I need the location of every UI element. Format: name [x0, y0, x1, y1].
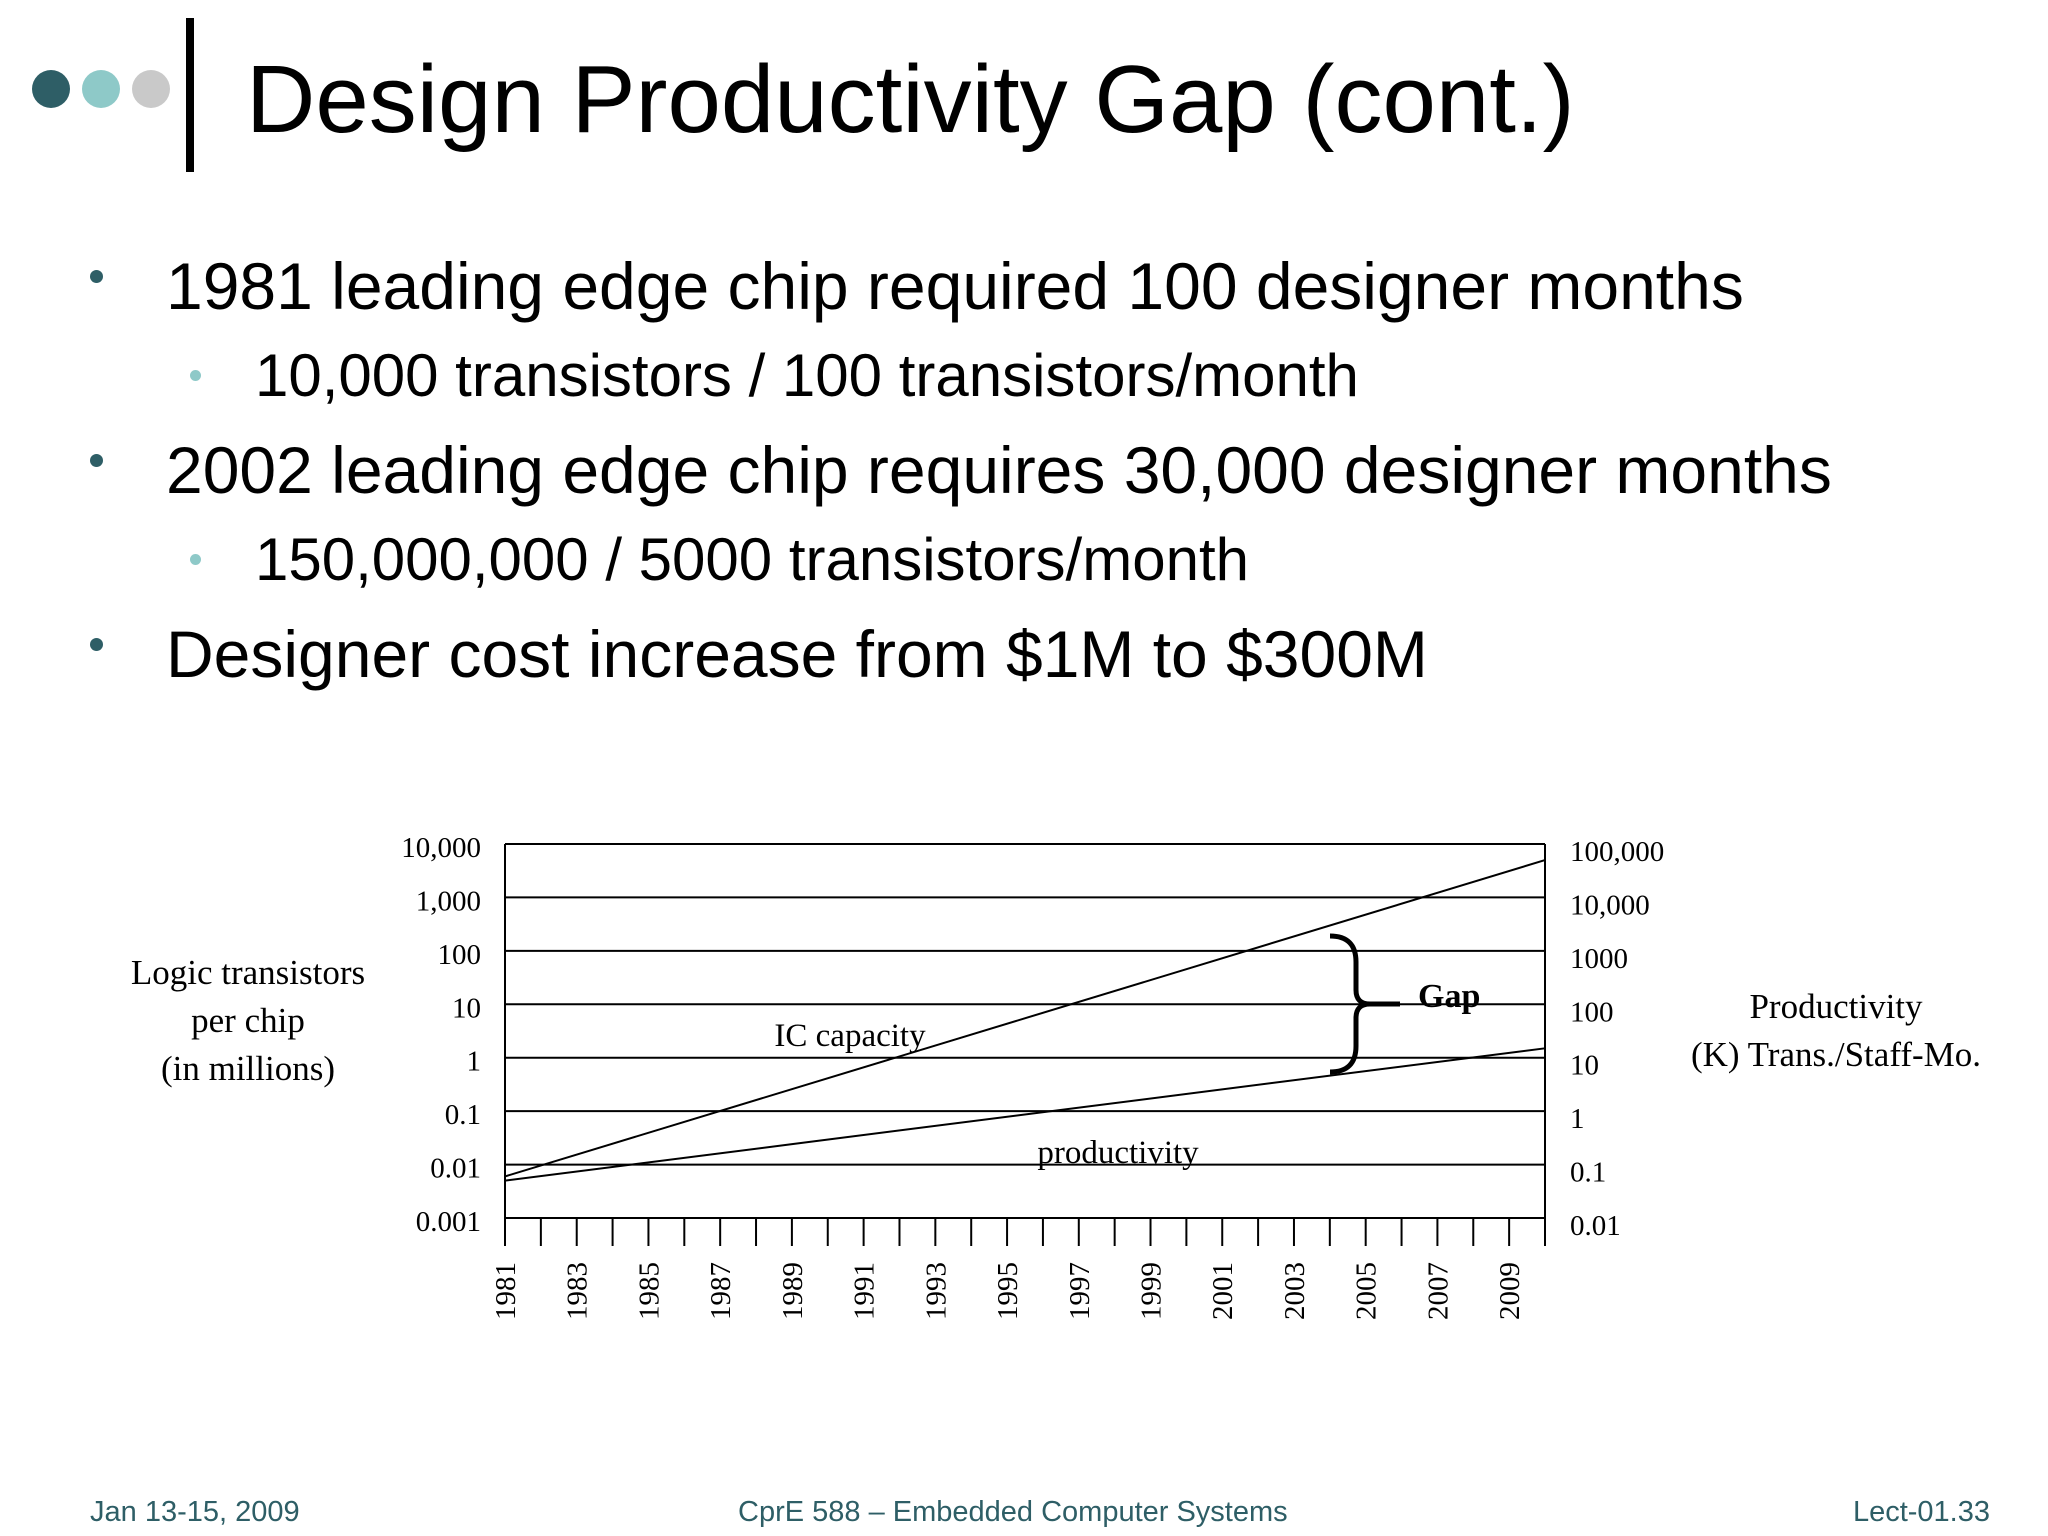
x-tick-label: 2005 [1350, 1262, 1383, 1320]
x-tick-label: 2001 [1207, 1262, 1240, 1320]
left-tick-label: 1,000 [415, 885, 481, 918]
right-tick-label: 0.01 [1570, 1210, 1621, 1242]
footer-date: Jan 13-15, 2009 [90, 1496, 300, 1528]
x-tick-label: 2003 [1278, 1262, 1311, 1320]
x-tick-label: 1999 [1135, 1262, 1168, 1320]
left-axis-title: per chip [191, 1001, 305, 1040]
x-tick-label: 1983 [561, 1262, 594, 1320]
bullet-marker [90, 638, 103, 651]
series-label: IC capacity [774, 1018, 926, 1054]
bullet-list [90, 240, 2020, 700]
bullet-item [90, 424, 2020, 516]
x-tick-label: 1993 [920, 1262, 953, 1320]
x-tick-label: 1981 [490, 1262, 522, 1320]
title-divider [186, 18, 194, 172]
bullet-item [90, 240, 2020, 332]
x-tick-label: 1997 [1063, 1262, 1096, 1320]
left-axis-title: (in millions) [160, 1049, 336, 1088]
right-tick-label: 100,000 [1570, 836, 1665, 868]
sub-bullet-marker [190, 554, 201, 565]
sub-bullet-text: 150,000,000 / 5000 transistors/month [255, 526, 1249, 593]
x-tick-label: 1985 [633, 1262, 666, 1320]
dot-gray [132, 70, 170, 108]
bullet-marker [90, 454, 103, 467]
productivity-gap-chart [0, 800, 2048, 1360]
right-tick-label: 10,000 [1570, 889, 1650, 922]
footer-slide-number: Lect-01.33 [1852, 1496, 1990, 1528]
right-tick-label: 100 [1570, 996, 1614, 1029]
x-tick-label: 1987 [705, 1262, 738, 1320]
bullet-marker [90, 270, 103, 283]
gap-label: Gap [1418, 978, 1481, 1015]
x-tick-label: 1991 [848, 1262, 881, 1320]
right-tick-label: 1000 [1570, 942, 1628, 975]
right-axis-title: Productivity [1749, 987, 1923, 1026]
sub-bullet-item [90, 332, 2020, 420]
dot-dark [32, 70, 70, 108]
right-tick-label: 10 [1570, 1049, 1599, 1082]
dot-light [82, 70, 120, 108]
left-tick-label: 0.01 [430, 1152, 481, 1185]
left-tick-label: 0.1 [444, 1099, 481, 1132]
bullet-text: 1981 leading edge chip required 100 designer months [166, 249, 1744, 323]
left-tick-label: 10,000 [401, 832, 481, 864]
slide-title: Design Productivity Gap (cont.) [246, 46, 1575, 153]
left-tick-label: 10 [452, 992, 481, 1025]
bullet-item [90, 608, 2020, 700]
x-tick-label: 1989 [776, 1262, 809, 1320]
sub-bullet-marker [190, 370, 201, 381]
series-line [505, 1048, 1545, 1180]
x-tick-label: 1995 [992, 1262, 1025, 1320]
left-tick-label: 0.001 [415, 1206, 481, 1238]
x-tick-label: 2009 [1494, 1262, 1527, 1320]
series-line [505, 860, 1545, 1176]
x-tick-label: 2007 [1422, 1262, 1455, 1320]
right-tick-label: 0.1 [1570, 1156, 1607, 1189]
title-decoration-dots [32, 70, 182, 110]
left-tick-label: 1 [466, 1045, 481, 1078]
left-axis-title: Logic transistors [130, 953, 366, 992]
series-label: productivity [1037, 1135, 1199, 1171]
right-axis-title: (K) Trans./Staff-Mo. [1690, 1035, 1982, 1074]
sub-bullet-item [90, 516, 2020, 604]
bullet-text: 2002 leading edge chip requires 30,000 designer months [166, 433, 1832, 507]
footer-course: CprE 588 – Embedded Computer Systems [738, 1496, 1288, 1528]
left-tick-label: 100 [437, 938, 481, 971]
bullet-text: Designer cost increase from $1M to $300M [166, 617, 1428, 691]
sub-bullet-text: 10,000 transistors / 100 transistors/month [255, 342, 1359, 409]
right-tick-label: 1 [1570, 1103, 1585, 1136]
